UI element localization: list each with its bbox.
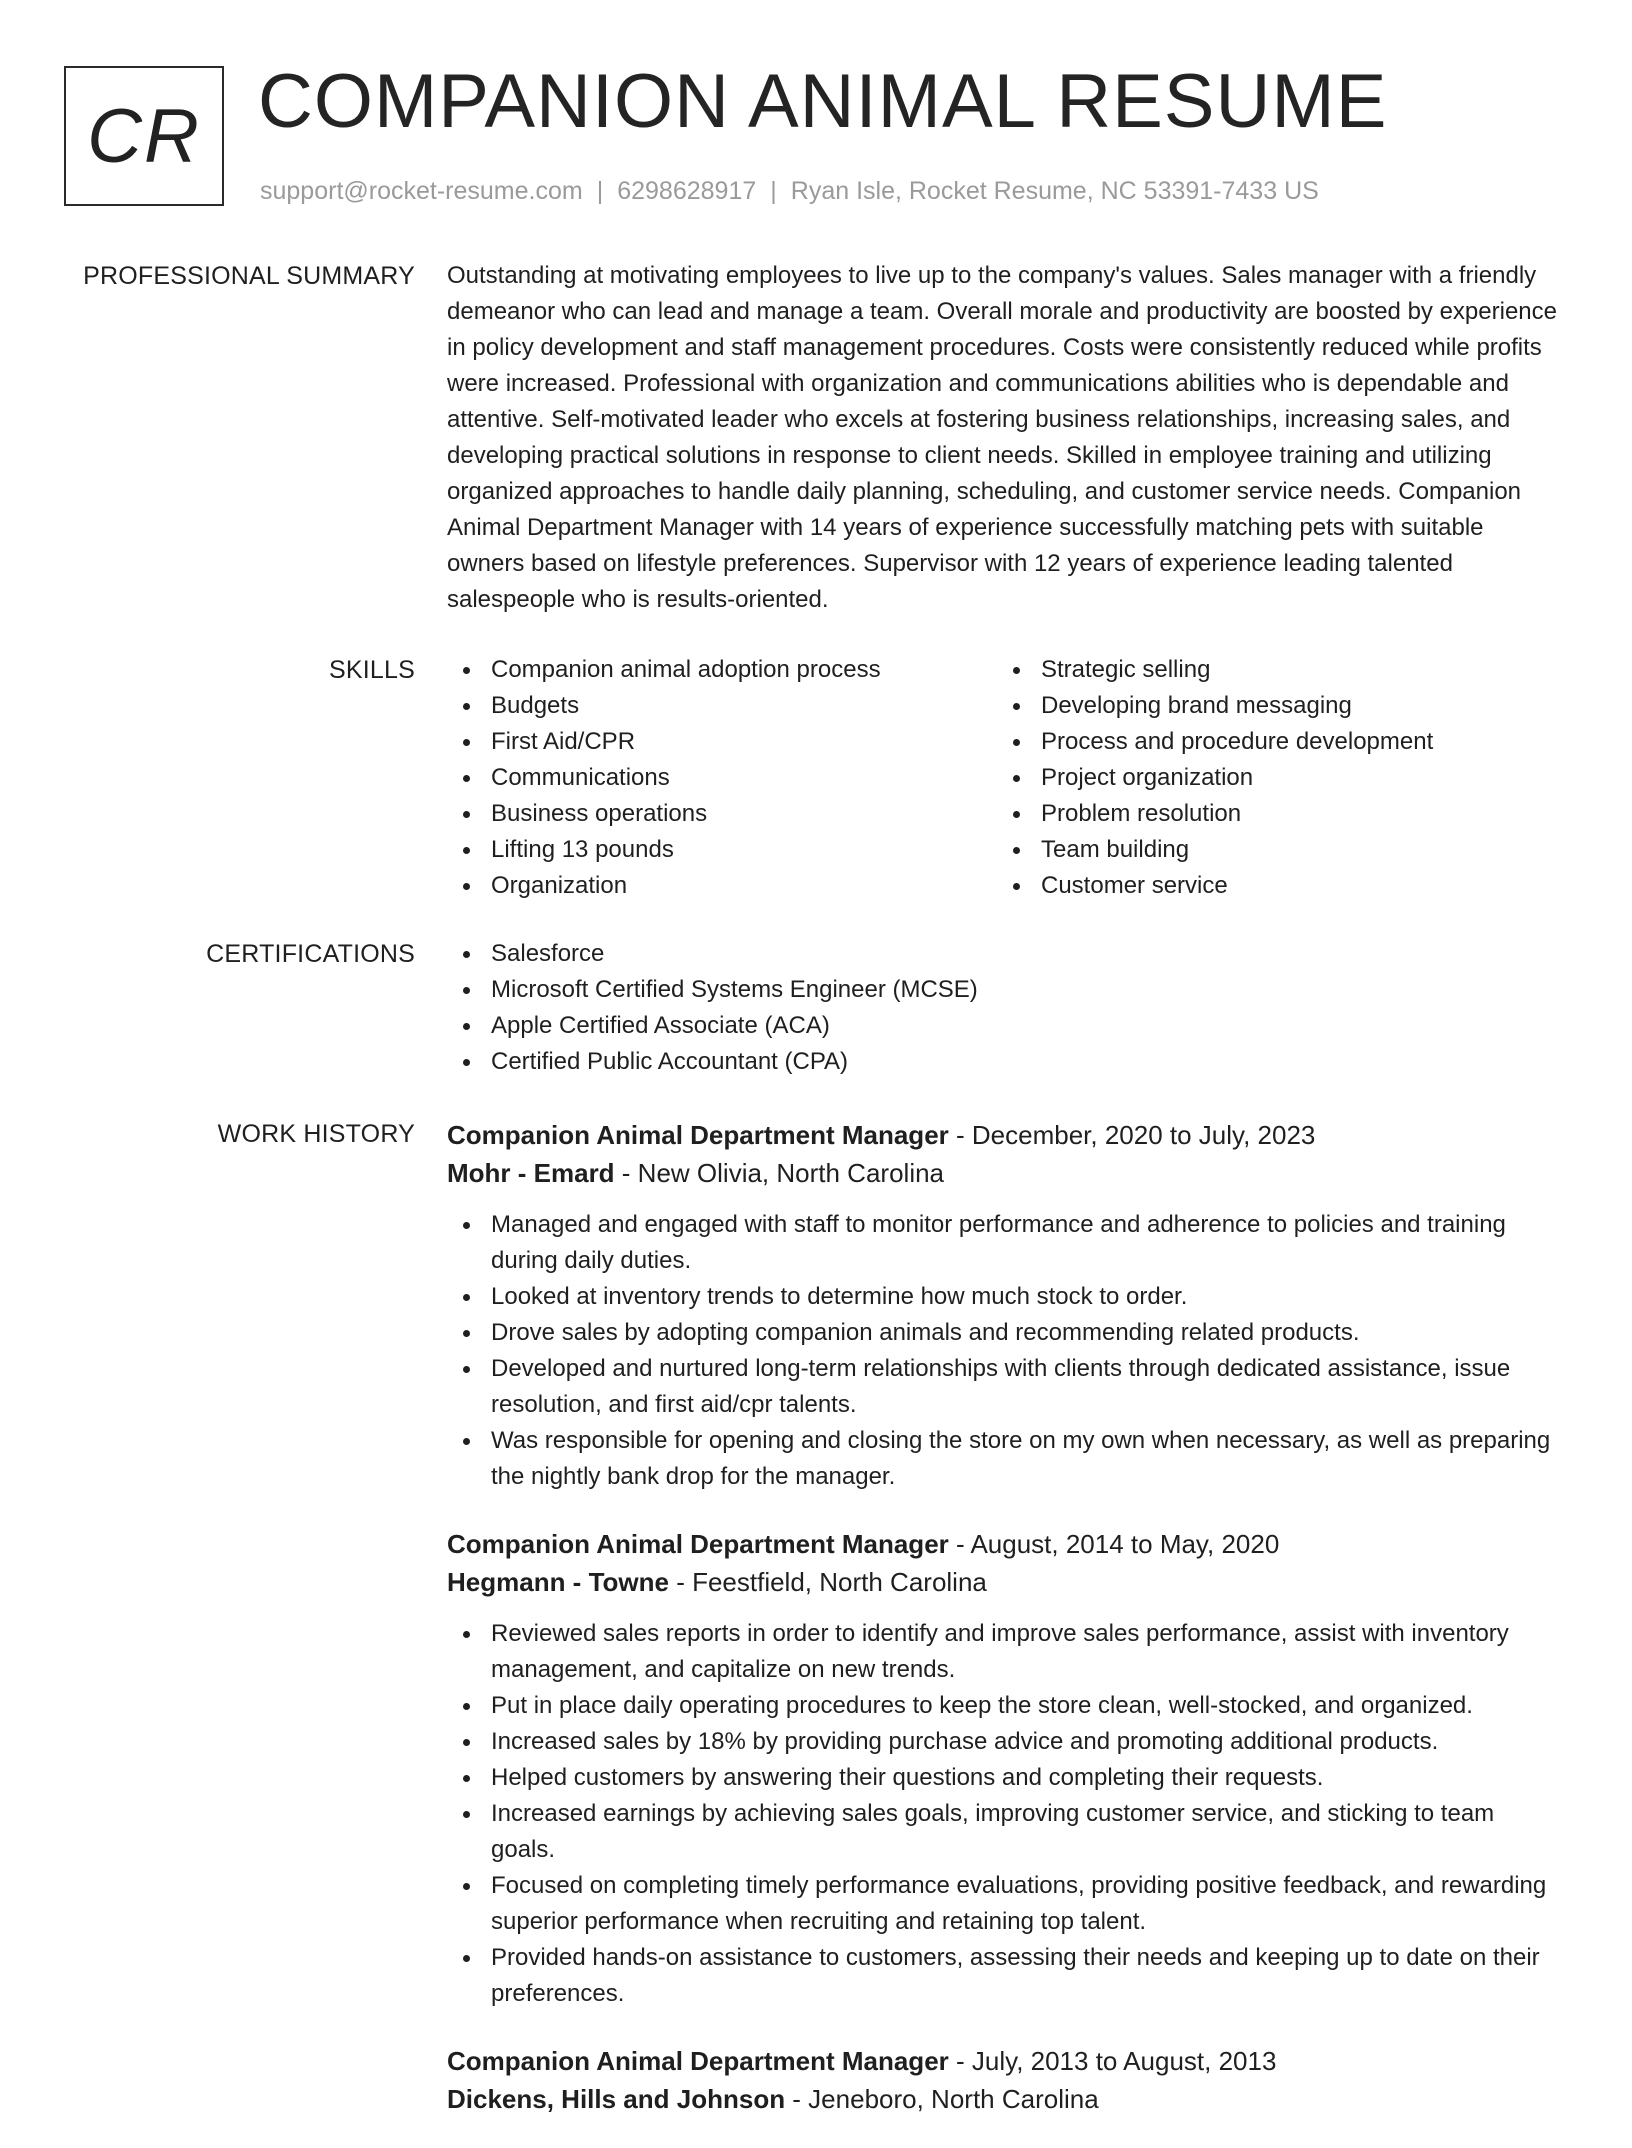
job-company-line xyxy=(447,1154,1562,1192)
job-location: - New Olivia, North Carolina xyxy=(614,1158,945,1188)
summary-body xyxy=(447,258,1562,618)
list-item: Apple Certified Associate (ACA) xyxy=(447,1008,1562,1044)
job-title: Companion Animal Department Manager xyxy=(447,1529,949,1559)
list-item: First Aid/CPR xyxy=(447,724,997,760)
job-bullets xyxy=(447,1207,1562,1495)
monogram-box xyxy=(64,66,224,206)
job-dates: - August, 2014 to May, 2020 xyxy=(948,1529,1280,1559)
contact-separator: | xyxy=(596,177,604,205)
list-item: Project organization xyxy=(997,760,1547,796)
list-item: Communications xyxy=(447,760,997,796)
job-title: Companion Animal Department Manager xyxy=(447,1120,949,1150)
job-entry xyxy=(447,1116,1562,1495)
monogram-initials: CR xyxy=(87,93,201,179)
list-item: Strategic selling xyxy=(997,652,1547,688)
job-entry xyxy=(447,1525,1562,2012)
job-title: Companion Animal Department Manager xyxy=(447,2046,949,2076)
list-item: Problem resolution xyxy=(997,796,1547,832)
list-item: Drove sales by adopting companion animals and recommending related products. xyxy=(447,1315,1562,1351)
list-item: Certified Public Accountant (CPA) xyxy=(447,1044,1562,1080)
list-item: Developing brand messaging xyxy=(997,688,1547,724)
certifications-body xyxy=(447,936,1562,1080)
list-item: Organization xyxy=(447,868,997,904)
list-item: Managed and engaged with staff to monitor performance and adherence to policies and training during daily duties. xyxy=(447,1207,1562,1279)
list-item: Helped customers by answering their questions and completing their requests. xyxy=(447,1760,1562,1796)
list-item: Team building xyxy=(997,832,1547,868)
list-item: Increased sales by 18% by providing purchase advice and promoting additional products. xyxy=(447,1724,1562,1760)
section-label-summary: PROFESSIONAL SUMMARY xyxy=(83,262,415,290)
job-title-line xyxy=(447,1116,1562,1154)
job-dates: - December, 2020 to July, 2023 xyxy=(948,1120,1316,1150)
skills-body xyxy=(447,652,1562,904)
list-item: Customer service xyxy=(997,868,1547,904)
list-item: Companion animal adoption process xyxy=(447,652,997,688)
list-item: Business operations xyxy=(447,796,997,832)
skills-list-right xyxy=(997,652,1547,904)
contact-line xyxy=(260,174,1319,208)
job-company-line xyxy=(447,2080,1562,2118)
skills-list-left xyxy=(447,652,997,904)
list-item: Focused on completing timely performance evaluations, providing positive feedback, and rewarding superior performance when recruiting and retaining top talent. xyxy=(447,1868,1562,1940)
contact-phone[interactable]: 6298628917 xyxy=(617,177,757,205)
contact-email[interactable]: support@rocket-resume.com xyxy=(260,177,583,205)
list-item: Salesforce xyxy=(447,936,1562,972)
list-item: Looked at inventory trends to determine how much stock to order. xyxy=(447,1279,1562,1315)
list-item: Lifting 13 pounds xyxy=(447,832,997,868)
job-title-line xyxy=(447,1525,1562,1563)
list-item: Increased earnings by achieving sales goals, improving customer service, and sticking to team goals. xyxy=(447,1796,1562,1868)
contact-separator: | xyxy=(770,177,777,205)
resume-title: COMPANION ANIMAL RESUME xyxy=(258,59,1388,144)
list-item: Was responsible for opening and closing the store on my own when necessary, as well as preparing the nightly bank drop for the manager. xyxy=(447,1423,1562,1495)
section-label-skills: SKILLS xyxy=(329,656,415,684)
list-item: Microsoft Certified Systems Engineer (MCSE) xyxy=(447,972,1562,1008)
work-history-body xyxy=(447,1116,1562,2148)
certifications-list xyxy=(447,936,1562,1080)
list-item: Reviewed sales reports in order to identify and improve sales performance, assist with inventory management, and capitalize on new trends. xyxy=(447,1616,1562,1688)
job-company: Mohr - Emard xyxy=(447,1158,615,1188)
list-item: Provided hands-on assistance to customers, assessing their needs and keeping up to date on their preferences. xyxy=(447,1940,1562,2012)
list-item: Developed and nurtured long-term relationships with clients through dedicated assistance, issue resolution, and first aid/cpr talents. xyxy=(447,1351,1562,1423)
job-entry xyxy=(447,2042,1562,2118)
list-item: Budgets xyxy=(447,688,997,724)
contact-address: Ryan Isle, Rocket Resume, NC 53391-7433 US xyxy=(790,177,1319,205)
job-location: - Feestfield, North Carolina xyxy=(668,1567,987,1597)
job-title-line xyxy=(447,2042,1562,2080)
job-location: - Jeneboro, North Carolina xyxy=(785,2084,1099,2114)
section-label-certifications: CERTIFICATIONS xyxy=(206,940,415,968)
job-company-line xyxy=(447,1563,1562,1601)
list-item: Put in place daily operating procedures to keep the store clean, well-stocked, and organized. xyxy=(447,1688,1562,1724)
section-label-work-history: WORK HISTORY xyxy=(217,1120,415,1148)
job-bullets xyxy=(447,1616,1562,2012)
job-dates: - July, 2013 to August, 2013 xyxy=(948,2046,1277,2076)
list-item: Process and procedure development xyxy=(997,724,1547,760)
job-company: Dickens, Hills and Johnson xyxy=(447,2084,786,2114)
job-company: Hegmann - Towne xyxy=(447,1567,669,1597)
summary-text: Outstanding at motivating employees to live up to the company's values. Sales manager with a friendly demeanor who can lead and manage a team. Overall morale and productivity are boosted by experience in policy development and staff management procedures. Costs were consistently reduced while profits were increased. Professional with organization and communications abilities who is dependable and attentive. Self-motivated leader who excels at fostering business relationships, increasing sales, and developing practical solutions in response to client needs. Skilled in employee training and utilizing organized approaches to handle daily planning, scheduling, and customer service needs. Companion Animal Department Manager with 14 years of experience successfully matching pets with suitable owners based on lifestyle preferences. Supervisor with 12 years of experience leading talented salespeople who is results-oriented. xyxy=(447,262,1557,613)
